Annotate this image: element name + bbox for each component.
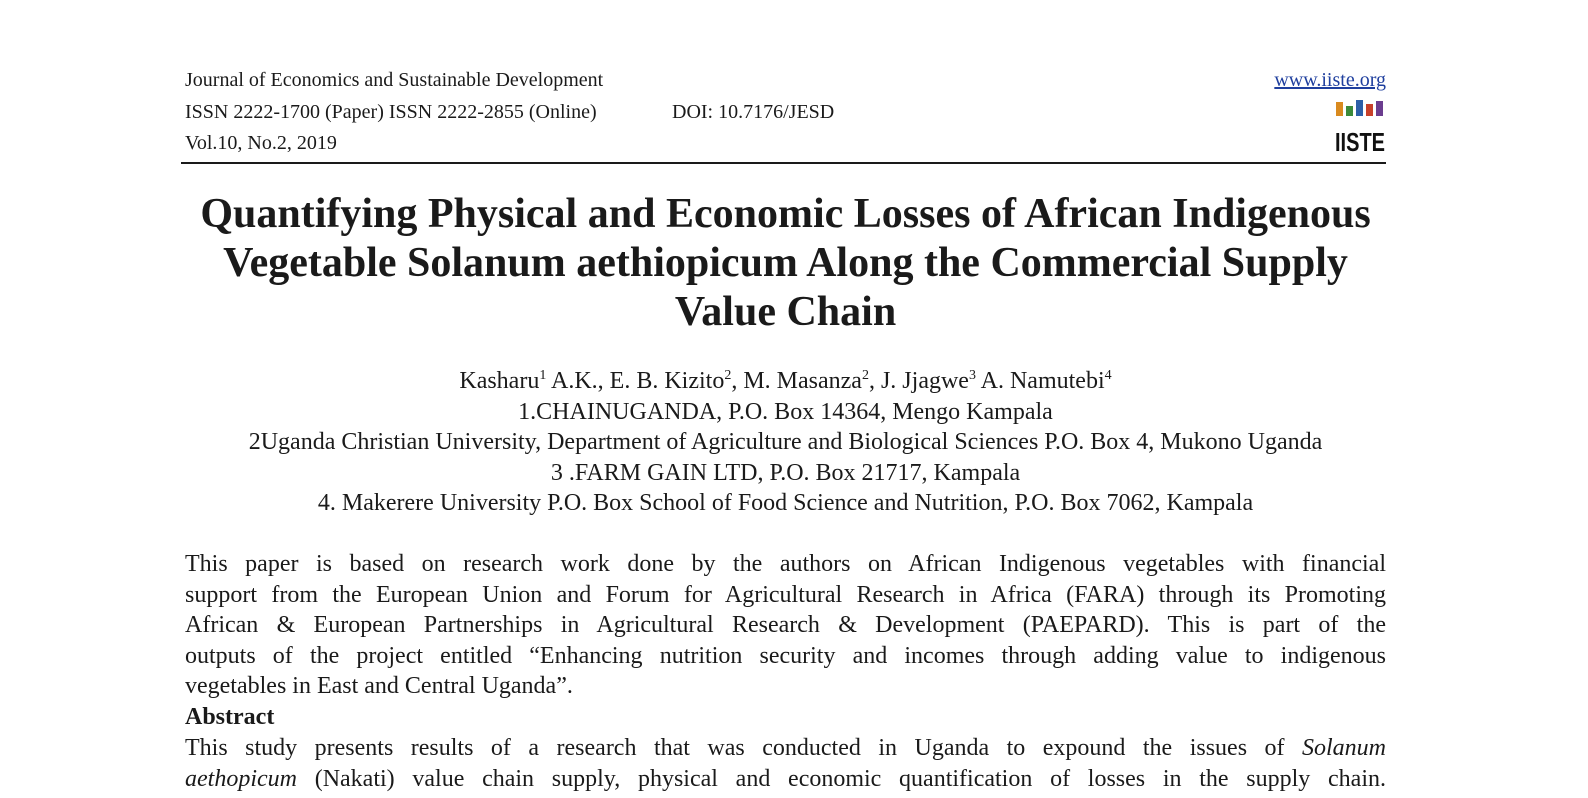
logo-bar — [1356, 100, 1363, 116]
doi-line: DOI: 10.7176/JESD — [672, 101, 835, 123]
logo-bar — [1346, 106, 1353, 116]
author-name: E. B. Kizito — [609, 368, 725, 394]
author-name: M. Masanza — [743, 368, 862, 394]
iiste-logo — [1334, 98, 1386, 157]
affiliation-4: 4. Makerere University P.O. Box School of Food Science and Nutrition, P.O. Box 7062, Kampala — [317, 490, 1254, 516]
abstract-line: This study presents results of a research that was conducted in Uganda to expound the issues of Solanum — [185, 735, 1386, 761]
species-name: Solanum — [1302, 735, 1386, 761]
header-divider — [181, 162, 1386, 164]
logo-bar — [1336, 102, 1343, 116]
funding-note — [185, 549, 1386, 702]
author-name: A. Namutebi — [980, 368, 1105, 394]
logo-bar — [1376, 101, 1383, 116]
logo-bar — [1366, 104, 1373, 116]
author-affiliation-mark: 2 — [724, 368, 732, 383]
title-line: Value Chain — [674, 289, 897, 335]
author-list: Kasharu$^1$ A.K., E. B. Kizito$^2$, M. Masanza$^2$, J. Jjagwe$^3$ A. Namutebi$^4$ — [459, 368, 1112, 394]
species-name: aethopicum — [185, 765, 297, 792]
title-line: Vegetable Solanum aethiopicum Along the Commercial Supply — [223, 240, 1348, 286]
abstract-heading: Abstract — [185, 704, 275, 730]
author-name: J. Jjagwe — [880, 368, 969, 394]
funding-note-line: vegetables in East and Central Uganda”. — [185, 673, 573, 700]
affiliation-1: 1.CHAINUGANDA, P.O. Box 14364, Mengo Kampala — [518, 398, 1053, 425]
journal-website-link[interactable]: www.iiste.org — [1274, 69, 1386, 91]
paper-title — [175, 190, 1396, 337]
issn-line: ISSN 2222-1700 (Paper) ISSN 2222-2855 (Online) — [185, 101, 597, 123]
journal-name: Journal of Economics and Sustainable Development — [185, 69, 604, 91]
abstract-body — [185, 733, 1386, 794]
funding-note-line: support from the European Union and Forum for Agricultural Research in Africa (FARA) through its Promoting — [185, 581, 1386, 608]
funding-note-line: This paper is based on research work done by the authors on African Indigenous vegetables with financial — [185, 551, 1386, 577]
author-affiliation-mark: 4 — [1104, 368, 1112, 383]
author-affiliation-mark: 2 — [861, 368, 869, 383]
funding-note-line: outputs of the project entitled “Enhancing nutrition security and incomes through adding value to indigenous — [185, 642, 1386, 669]
author-name: Kasharu — [459, 368, 540, 394]
author-affiliation-mark: 3 — [968, 368, 976, 383]
author-block — [175, 366, 1396, 519]
affiliation-2: 2Uganda Christian University, Department of Agriculture and Biological Sciences P.O. Box 4, Mukono Uganda — [248, 429, 1323, 455]
logo-text: IISTE — [1335, 127, 1385, 157]
author-affiliation-mark: 1 — [539, 368, 547, 383]
title-line: Quantifying Physical and Economic Losses of African Indigenous — [200, 191, 1371, 237]
volume-line: Vol.10, No.2, 2019 — [185, 132, 337, 154]
abstract-line: aethopicum (Nakati) value chain supply, physical and economic quantification of losses in the supply chain. — [185, 765, 1386, 792]
paper-page — [185, 0, 1386, 798]
funding-note-line: African & European Partnerships in Agricultural Research & Development (PAEPARD). This is part of the — [185, 612, 1386, 639]
affiliation-3: 3 .FARM GAIN LTD, P.O. Box 21717, Kampala — [550, 459, 1021, 486]
